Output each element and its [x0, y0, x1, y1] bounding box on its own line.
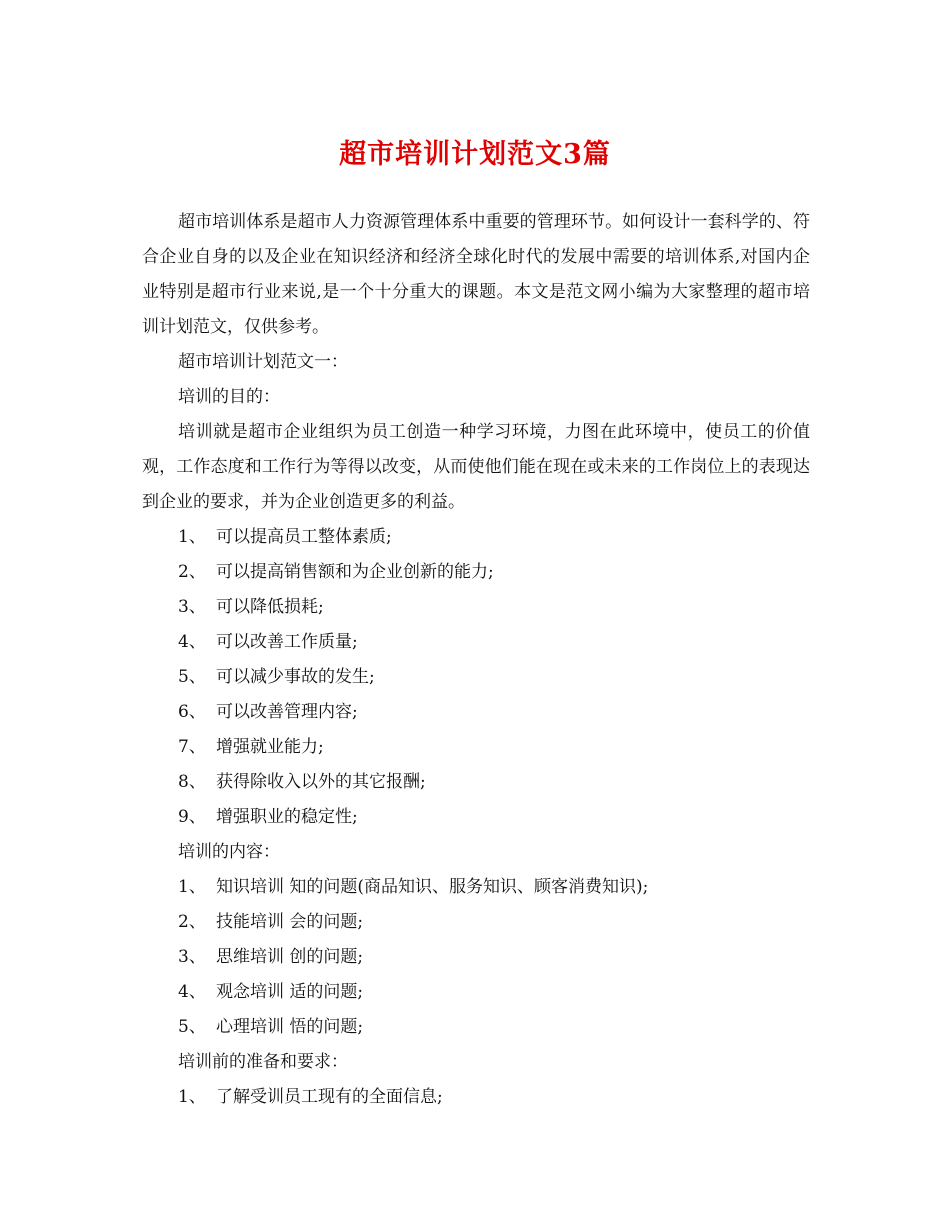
- list-item: [142, 520, 810, 555]
- list-number: 2、: [178, 912, 206, 932]
- list-number: 5、: [178, 667, 206, 687]
- list-text: 思维培训 创的问题;: [216, 947, 364, 967]
- document-title: 超市培训计划范文3篇: [339, 139, 611, 170]
- list-item: [142, 765, 810, 800]
- list-number: 4、: [178, 632, 206, 652]
- list-item: [142, 905, 810, 940]
- list-text: 可以提高销售额和为企业创新的能力;: [216, 562, 494, 582]
- document-body: [142, 205, 810, 1115]
- list-text: 可以减少事故的发生;: [216, 667, 375, 687]
- list-text: 可以降低损耗;: [216, 597, 324, 617]
- list-number: 8、: [178, 772, 206, 792]
- list-number: 7、: [178, 737, 206, 757]
- list-number: 3、: [178, 947, 206, 967]
- list-text: 心理培训 悟的问题;: [216, 1017, 364, 1037]
- list-text: 可以提高员工整体素质;: [216, 527, 392, 547]
- list-number: 4、: [178, 982, 206, 1002]
- list-number: 6、: [178, 702, 206, 722]
- list-item: [142, 975, 810, 1010]
- list-item: [142, 730, 810, 765]
- list-item: [142, 660, 810, 695]
- list-number: 5、: [178, 1017, 206, 1037]
- list-item: [142, 940, 810, 975]
- list-text: 增强就业能力;: [216, 737, 324, 757]
- list-text: 获得除收入以外的其它报酬;: [216, 772, 426, 792]
- list-item: [142, 555, 810, 590]
- list-item: [142, 800, 810, 835]
- list-number: 2、: [178, 562, 206, 582]
- list-text: 观念培训 适的问题;: [216, 982, 364, 1002]
- purpose-paragraph: 培训就是超市企业组织为员工创造一种学习环境，力图在此环境中，使员工的价值观，工作态度和工作行为等得以改变，从而使他们能在现在或未来的工作岗位上的表现达到企业的要求，并为企业创造更多的利益。: [142, 422, 810, 512]
- list-item: [142, 625, 810, 660]
- list-text: 可以改善管理内容;: [216, 702, 358, 722]
- list-text: 可以改善工作质量;: [216, 632, 358, 652]
- list-item: [142, 1010, 810, 1045]
- list-text: 知识培训 知的问题(商品知识、服务知识、顾客消费知识);: [216, 877, 649, 897]
- list-number: 1、: [178, 877, 206, 897]
- list-item: [142, 590, 810, 625]
- list-text: 技能培训 会的问题;: [216, 912, 364, 932]
- prep-heading: 培训前的准备和要求：: [178, 1052, 348, 1072]
- section-heading: 超市培训计划范文一：: [178, 352, 348, 372]
- list-item: [142, 1080, 810, 1115]
- list-text: 了解受训员工现有的全面信息;: [216, 1087, 443, 1107]
- list-number: 1、: [178, 1087, 206, 1107]
- list-number: 3、: [178, 597, 206, 617]
- list-item: [142, 870, 810, 905]
- list-number: 9、: [178, 807, 206, 827]
- content-heading: 培训的内容：: [178, 842, 280, 862]
- list-item: [142, 695, 810, 730]
- list-number: 1、: [178, 527, 206, 547]
- purpose-heading: 培训的目的：: [178, 387, 280, 407]
- intro-paragraph: 超市培训体系是超市人力资源管理体系中重要的管理环节。如何设计一套科学的、符合企业自身的以及企业在知识经济和经济全球化时代的发展中需要的培训体系,对国内企业特别是超市行业来说,是一个十分重大的课题。本文是范文网小编为大家整理的超市培训计划范文，仅供参考。: [142, 212, 810, 337]
- list-text: 增强职业的稳定性;: [216, 807, 358, 827]
